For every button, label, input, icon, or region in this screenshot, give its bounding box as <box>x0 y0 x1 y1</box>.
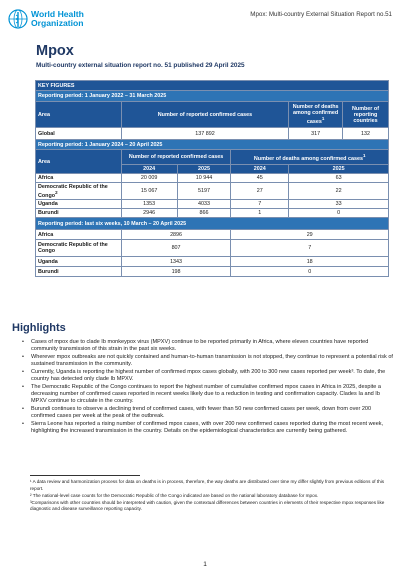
period2-year-row: 2024 2025 2024 2025 <box>36 165 389 174</box>
table-row: Africa 20 009 10 944 45 63 <box>36 174 389 183</box>
logo-line-2: Organization <box>31 18 84 28</box>
table-row: Africa 2896 29 <box>36 230 389 240</box>
period2-label: Reporting period: 1 January 2024 – 20 April 2025 <box>36 140 389 150</box>
page-subtitle: Multi-country external situation report no. 51 published 29 April 2025 <box>36 62 245 69</box>
period1-label: Reporting period: 1 January 2022 – 31 March 2025 <box>36 91 389 102</box>
col-cases: Number of reported confirmed cases <box>121 102 288 128</box>
table-row: Democratic Republic of the Congo$^2$ 15 067 5197 27 22 <box>36 183 389 200</box>
period2-header-row <box>36 150 389 165</box>
list-item: • Cases of mpox due to clade Ib monkeypox virus (MPXV) continue to be reported primarily in Africa, where eleven countries have reported community transmission of this strain in the past six weeks. <box>22 339 394 354</box>
key-figures-table <box>35 80 389 277</box>
footnote: ³Comparisons with other countries should be interpreted with caution, given the contextual differences between countries in elements of their respective mpox responses like diagnostic and disease surveillance reporting capacity. <box>30 499 385 512</box>
col-deaths: Number of deaths among confirmed cases$^1$ <box>289 102 343 128</box>
footnotes <box>30 479 392 513</box>
period-band <box>36 218 389 230</box>
table-row: Uganda 1343 18 <box>36 257 389 267</box>
col-area: Area <box>36 102 122 128</box>
table-row: Burundi 198 0 <box>36 267 389 277</box>
period-band <box>36 91 389 102</box>
col-cases: Number of reported confirmed cases <box>121 150 231 165</box>
col-countries: Number of reporting countries <box>343 102 389 128</box>
footnote: ² The national-level case counts for the Democratic Republic of the Congo indicated are based on the national laboratory database for mpox. <box>30 492 319 498</box>
key-figures-heading: KEY FIGURES <box>36 81 389 91</box>
list-item: • Sierra Leone has reported a rising number of confirmed mpox cases, with over 200 new confirmed cases reported during the most recent week, highlighting the increased transmission in the country. Details on the epidemiological characteristics are currently being gathered. <box>22 421 394 436</box>
key-figures-heading-row <box>36 81 389 91</box>
list-item: • The Democratic Republic of the Congo continues to report the highest number of cumulative confirmed mpox cases in Africa in 2025, despite a decreasing number of confirmed cases reported in recent weeks likely due to a reduction in testing and confirmation capacity. Clades Ia and Ib MPXV continue to circulate in the country. <box>22 384 394 406</box>
table-row: Global 137 892 317 132 <box>36 128 389 140</box>
logo-line-1: World Health <box>31 9 84 19</box>
page-title: Mpox <box>36 43 74 59</box>
table-row: Burundi 2946 866 1 0 <box>36 209 389 218</box>
list-item: • Wherever mpox outbreaks are not quickly contained and human-to-human transmission is not stopped, they continue to represent a potential risk of sustained transmission in the community. <box>22 354 394 369</box>
table-row: Democratic Republic of the Congo 807 7 <box>36 240 389 257</box>
footnote-divider <box>30 475 140 476</box>
page-header <box>0 0 410 40</box>
col-deaths: Number of deaths among confirmed cases$^1$ <box>231 150 389 165</box>
period-band <box>36 140 389 150</box>
who-emblem-icon <box>8 9 28 29</box>
period3-label: Reporting period: last six weeks, 10 March – 20 April 2025 <box>36 218 389 230</box>
footnote: ¹ A data review and harmonization process for data on deaths is in process, therefore, the way deaths are distributed over time my differ slightly from previous editions of this report. <box>30 479 385 491</box>
highlights-heading: Highlights <box>12 322 66 334</box>
who-logo <box>8 9 84 29</box>
running-title: Mpox: Multi-country External Situation Report no.51 <box>250 11 392 18</box>
highlights-list <box>22 339 394 436</box>
list-item: • Currently, Uganda is reporting the highest number of confirmed mpox cases globally, with 200 to 300 new cases reported per week³. To date, the country has detected only clade Ib MPXV. <box>22 369 394 384</box>
list-item: • Burundi continues to observe a declining trend of confirmed cases, with fewer than 50 new confirmed cases per week, down from over 200 confirmed cases per week at the peak of the outbreak. <box>22 406 394 421</box>
col-area: Area <box>36 150 122 174</box>
table-row: Uganda 1353 4033 7 33 <box>36 200 389 209</box>
page-number: 1 <box>203 561 207 568</box>
period1-header-row <box>36 102 389 128</box>
